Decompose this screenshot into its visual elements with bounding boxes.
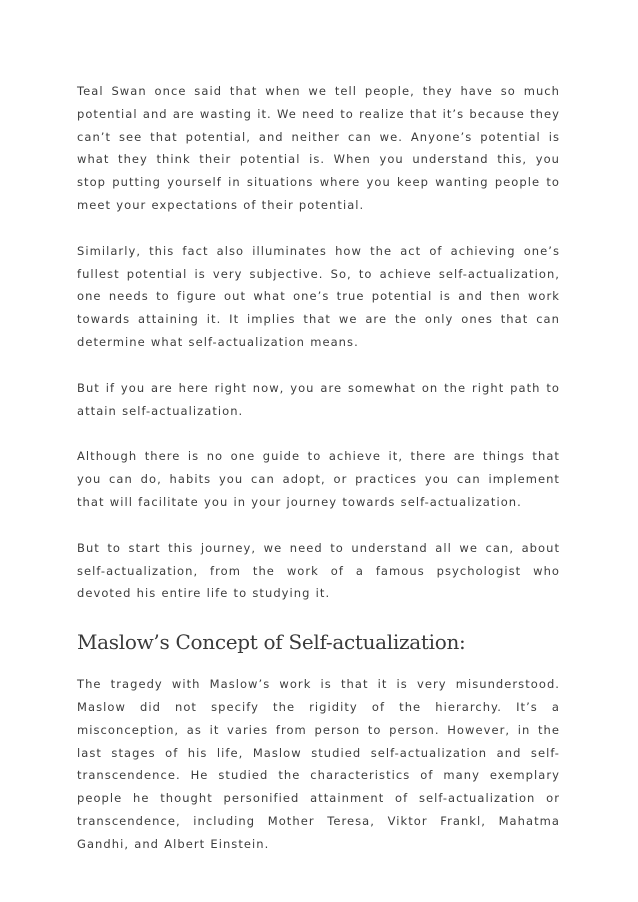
paragraph-teal-swan: Teal Swan once said that when we tell people, they have so much potential and are wasting it. We need to realize that it’s because they can’t see that potential, and neither can we. Anyone’s potential is what they think their potential is. When you understand this, you stop putting yourself in situations where you keep wanting people to meet your expectations of their potential.	[77, 84, 560, 212]
document-page	[77, 80, 560, 879]
paragraph-subjective-potential: Similarly, this fact also illuminates how the act of achieving one’s fullest potential is very subjective. So, to achieve self-actualization, one needs to figure out what one’s true potential is and then work towards attaining it. It implies that we are the only ones that can determine what self-actualization means.	[77, 243, 560, 349]
paragraph-right-path: But if you are here right now, you are somewhat on the right path to attain self-actualization.	[77, 380, 560, 418]
paragraph-start-journey: But to start this journey, we need to understand all we can, about self-actualization, from the work of a famous psychologist who devoted his entire life to studying it.	[77, 540, 560, 601]
paragraph-maslow-tragedy: The tragedy with Maslow’s work is that it is very misunderstood. Maslow did not specify the rigidity of the hierarchy. It’s a misconception, as it varies from person to person. However, in the last stages of his life, Maslow studied self-actualization and self-transcendence. He studied the characteristics of many exemplary people he thought personified attainment of self-actualization or transcendence, including Mother Teresa, Viktor Frankl, Mahatma Gandhi, and Albert Einstein.	[77, 677, 560, 851]
section-heading: Maslow’s Concept of Self-actualization:	[77, 630, 466, 655]
paragraph-no-one-guide: Although there is no one guide to achieve it, there are things that you can do, habits you can adopt, or practices you can implement that will facilitate you in your journey towards self-actualization.	[77, 449, 560, 509]
